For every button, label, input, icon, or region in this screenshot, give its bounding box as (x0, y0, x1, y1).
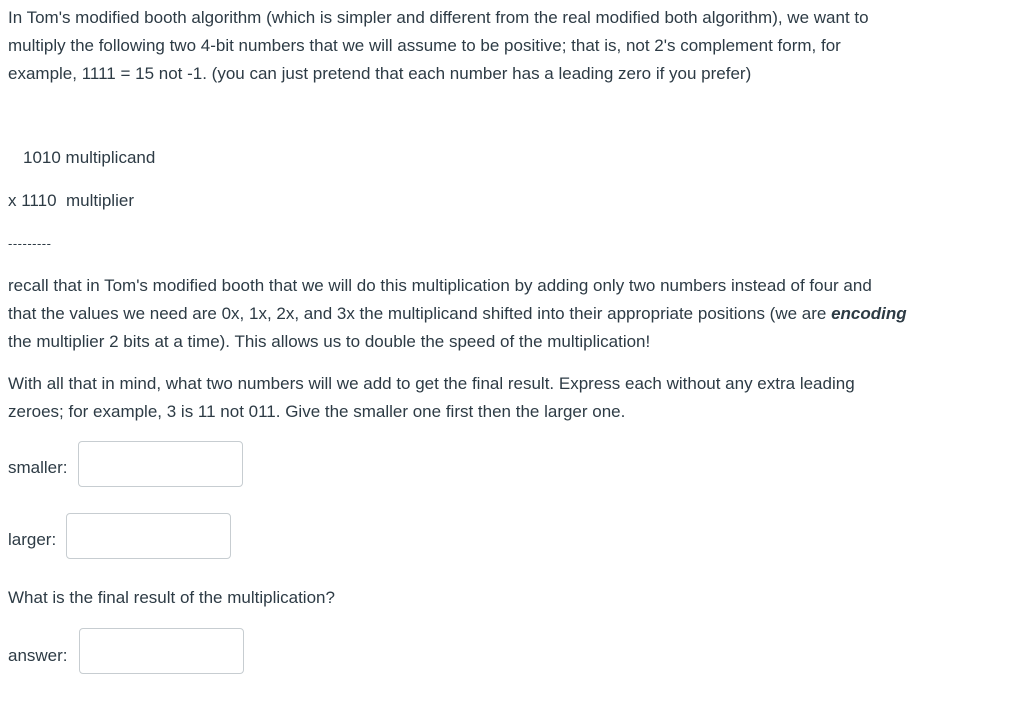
larger-input[interactable] (66, 513, 231, 559)
encoding-emphasis: encoding (831, 304, 907, 323)
smaller-input[interactable] (78, 441, 243, 487)
multiplicand-line: 1010 multiplicand (23, 148, 156, 167)
intro-line-3: example, 1111 = 15 not -1. (you can just pretend that each number has a leading zero if you prefer) (8, 64, 752, 83)
instructions-line-2: zeroes; for example, 3 is 11 not 011. Give the smaller one first then the larger one. (8, 402, 626, 421)
final-result-question: What is the final result of the multiplication? (8, 588, 335, 607)
recall-line-1: recall that in Tom's modified booth that we will do this multiplication by adding only two numbers instead of four and (8, 276, 872, 295)
intro-line-2: multiply the following two 4-bit numbers that we will assume to be positive; that is, not 2's complement form, for (8, 36, 841, 55)
recall-line-2-text: that the values we need are 0x, 1x, 2x, and 3x the multiplicand shifted into their appropriate positions (we are (8, 304, 832, 323)
smaller-label: smaller: (8, 458, 68, 477)
intro-line-1: In Tom's modified booth algorithm (which is simpler and different from the real modified both algorithm), we want to (8, 8, 869, 27)
answer-label: answer: (8, 646, 68, 665)
recall-line-3: the multiplier 2 bits at a time). This allows us to double the speed of the multiplication! (8, 332, 651, 351)
separator-line: --------- (8, 236, 52, 251)
recall-line-2 (8, 300, 907, 328)
multiplier-line: x 1110 multiplier (8, 191, 134, 210)
instructions-line-1: With all that in mind, what two numbers will we add to get the final result. Express each without any extra leading (8, 374, 855, 393)
larger-label: larger: (8, 530, 57, 549)
answer-input[interactable] (79, 628, 244, 674)
